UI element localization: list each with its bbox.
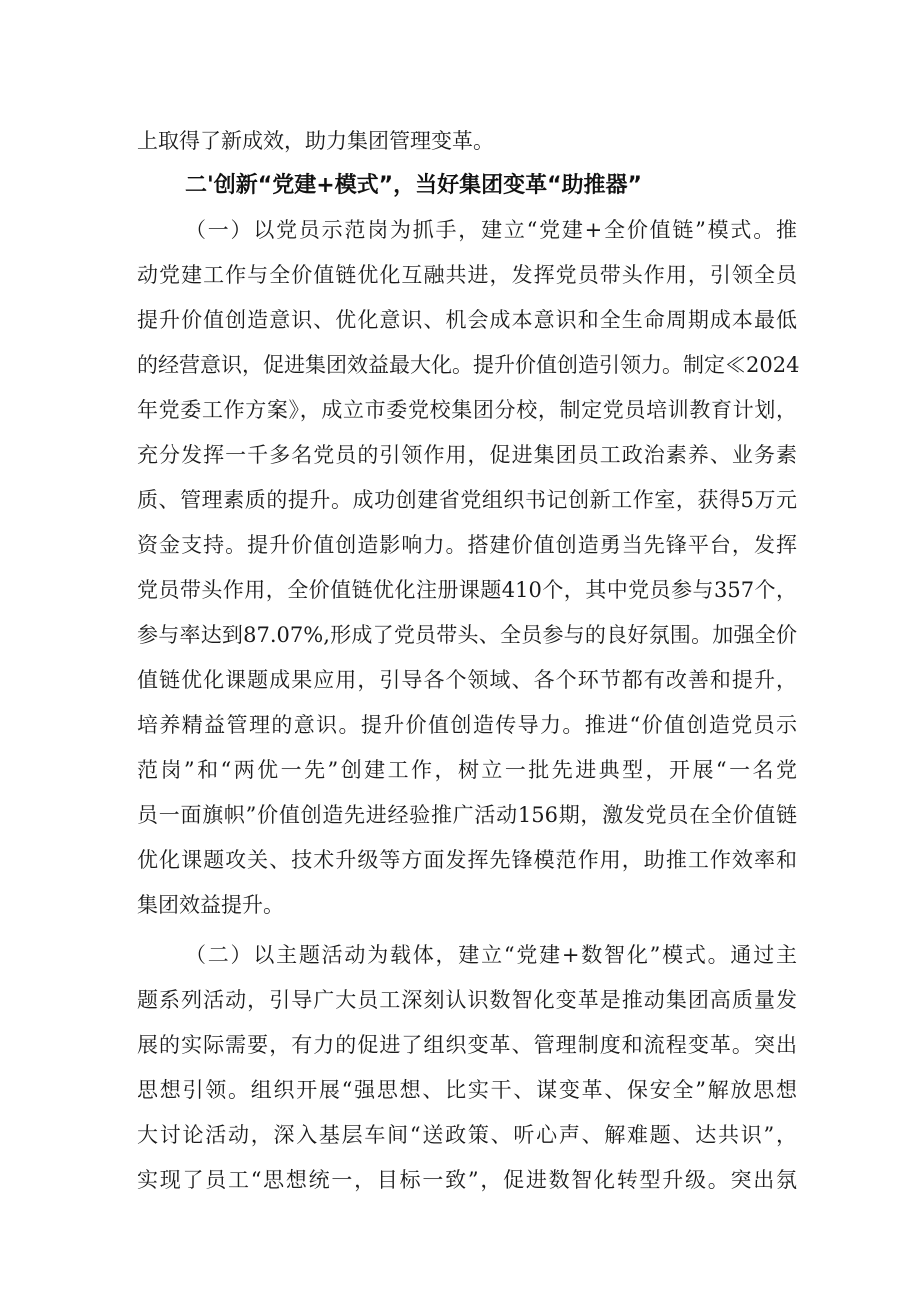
paragraph-line: 充分发挥一千多名党员的引领作用，促进集团员工政治素养、业务素 [137,443,797,467]
paragraph-line: （二）以主题活动为载体，建立“党建+数智化”模式。通过主 [185,943,797,967]
paragraph-line: 思想引领。组织开展“强思想、比实干、谋变革、保安全”解放思想 [137,1078,797,1102]
paragraph-line: 党员带头作用，全价值链优化注册课题410个，其中党员参与357个， [137,578,797,602]
paragraph-line: 参与率达到87.07%,形成了党员带头、全员参与的良好氛围。加强全价 [137,623,797,647]
intro-line: 上取得了新成效，助力集团管理变革。 [137,129,494,153]
paragraph-line: 优化课题攻关、技术升级等方面发挥先锋模范作用，助推工作效率和 [137,848,797,872]
section-heading: 二'创新“党建+模式”，当好集团变革“助推器” [185,173,643,198]
paragraph-line: 展的实际需要，有力的促进了组织变革、管理制度和流程变革。突出 [137,1033,797,1057]
paragraph-line: 提升价值创造意识、优化意识、机会成本意识和全生命周期成本最低 [137,308,797,332]
paragraph-line: 员一面旗帜”价值创造先进经验推广活动156期，激发党员在全价值链 [137,803,797,827]
paragraph-line: 质、管理素质的提升。成功创建省党组织书记创新工作室，获得5万元 [137,488,797,512]
paragraph-line: 资金支持。提升价值创造影响力。搭建价值创造勇当先锋平台，发挥 [137,533,797,557]
paragraph-line: 集团效益提升。 [137,893,284,917]
paragraph-line: 大讨论活动，深入基层车间“送政策、听心声、解难题、达共识”， [137,1123,797,1147]
paragraph-line: 的经营意识，促进集团效益最大化。提升价值创造引领力。制定≪2024 [137,353,800,377]
paragraph-line: 年党委工作方案》，成立市委党校集团分校，制定党员培训教育计划， [137,398,797,422]
paragraph-line: （一）以党员示范岗为抓手，建立“党建+全价值链”模式。推 [185,218,797,242]
paragraph-line: 范岗”和“两优一先”创建工作，树立一批先进典型，开展“一名党 [137,758,797,782]
paragraph-line: 培养精益管理的意识。提升价值创造传导力。推进“价值创造党员示 [137,713,797,737]
paragraph-line: 值链优化课题成果应用，引导各个领域、各个环节都有改善和提升， [137,668,797,692]
paragraph-line: 题系列活动，引导广大员工深刻认识数智化变革是推动集团高质量发 [137,988,797,1012]
paragraph-line: 实现了员工“思想统一，目标一致”，促进数智化转型升级。突出氛 [137,1168,797,1192]
paragraph-line: 动党建工作与全价值链优化互融共进，发挥党员带头作用，引领全员 [137,263,797,287]
